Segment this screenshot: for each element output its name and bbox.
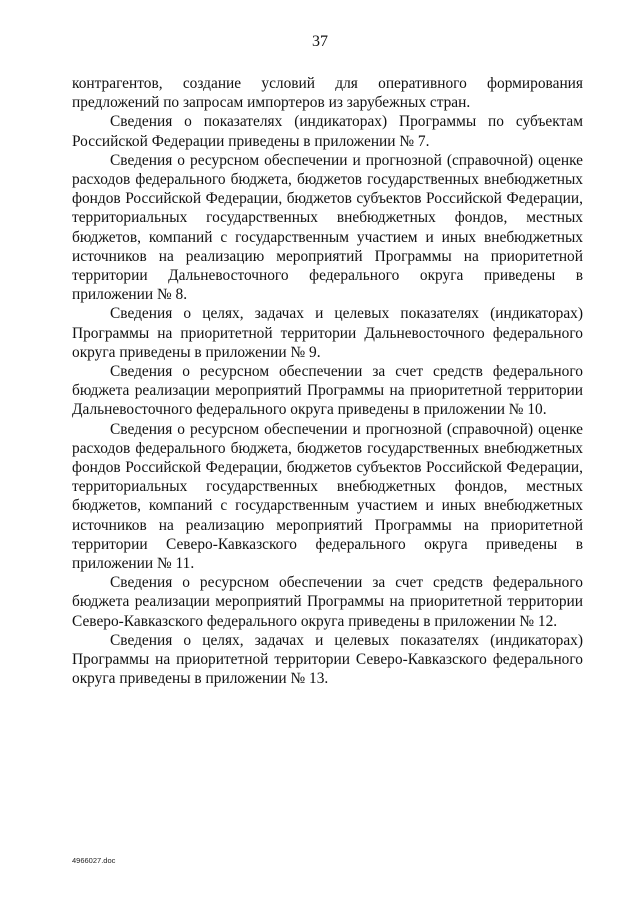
paragraph-appendix-9: Сведения о целях, задачах и целевых показателях (индикаторах) Программы на приоритетной территории Дальневосточного федерального округа приведены в приложении № 9. [72,305,583,361]
paragraph-appendix-12: Сведения о ресурсном обеспечении за счет средств федерального бюджета реализации мероприятий Программы на приоритетной территории Северо-Кавказского федерального округа приведены в приложении № 12. [72,574,583,630]
paragraph-appendix-11: Сведения о ресурсном обеспечении и прогнозной (справочной) оценке расходов федерального бюджета, бюджетов государственных внебюджетных фондов Российской Федерации, бюджетов субъектов Российской Федерации, территориальных государственных внебюджетных фондов, местных бюджетов, компаний с государственным участием и иных внебюджетных источников на реализацию мероприятий Программы на приоритетной территории Северо-Кавказского федерального округа приведены в приложении № 11. [72,420,583,573]
paragraph-appendix-13: Сведения о целях, задачах и целевых показателях (индикаторах) Программы на приоритетной территории Северо-Кавказского федерального округа приведены в приложении № 13. [72,631,583,688]
paragraph-continuation: контрагентов, создание условий для оперативного формирования предложений по запросам импортеров из зарубежных стран. [72,75,583,112]
paragraph-appendix-8: Сведения о ресурсном обеспечении и прогнозной (справочной) оценке расходов федерального бюджета, бюджетов государственных внебюджетных фондов Российской Федерации, бюджетов субъектов Российской Федерации, территориальных государственных внебюджетных фондов, местных бюджетов, компаний с государственным участием и иных внебюджетных источников на реализацию мероприятий Программы на приоритетной территории Дальневосточного федерального округа приведены в приложении № 8. [72,151,583,304]
paragraph-appendix-7: Сведения о показателях (индикаторах) Программы по субъектам Российской Федерации приведены в приложении № 7. [72,113,583,150]
document-file-code: 4966027.doc [72,856,116,865]
document-body [72,74,583,689]
paragraph-appendix-10: Сведения о ресурсном обеспечении за счет средств федерального бюджета реализации мероприятий Программы на приоритетной территории Дальневосточного федерального округа приведены в приложении № 10. [72,363,583,419]
page-number: 37 [312,33,328,50]
